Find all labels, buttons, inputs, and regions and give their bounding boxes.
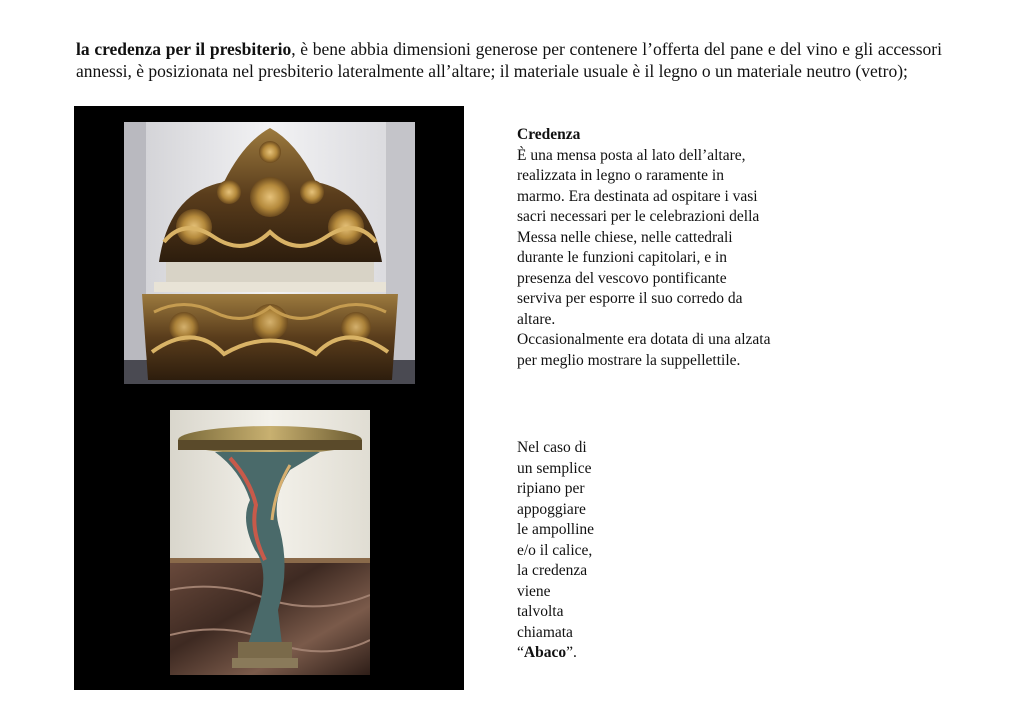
abaco-last-line [517, 643, 627, 664]
abaco-line: Nel caso di [517, 439, 587, 456]
abaco-description [517, 438, 627, 664]
credenza-line: presenza del vescovo pontificante [517, 269, 727, 287]
abaco-line: un semplice [517, 459, 592, 477]
intro-text: , è bene abbia dimensioni generose per contenere l’offerta del pane e del vino e gli accessori annessi, è posizionata nel presbiterio lateralmente all’altare; il materiale usuale è il legno o un materiale neutro (vetro); [76, 39, 942, 81]
abaco-line: ripiano per [517, 480, 585, 497]
abaco-line: le ampolline [517, 521, 595, 538]
credenza-line: È una mensa posta al lato dell’altare, [517, 146, 746, 164]
credenza-line: Occasionalmente era dotata di una alzata [517, 331, 771, 348]
intro-bold-term: la credenza per il presbiterio [76, 39, 292, 59]
abaco-open-quote: “ [517, 644, 524, 661]
abaco-line: talvolta [517, 603, 564, 620]
credenza-line: serviva per esporre il suo corredo da [517, 290, 743, 307]
ornate-credenza-illustration [124, 122, 415, 384]
credenza-line: per meglio mostrare la suppellettile. [517, 351, 741, 369]
credenza-title: Credenza [517, 126, 581, 143]
abaco-term: Abaco [523, 644, 567, 661]
credenza-line: Messa nelle chiese, nelle cattedrali [517, 228, 733, 246]
credenza-line: marmo. Era destinata ad ospitare i vasi [517, 187, 758, 205]
credenza-description [517, 125, 817, 371]
abaco-line: viene [517, 582, 551, 600]
ornate-credenza-photo [124, 122, 415, 384]
abaco-line: chiamata [517, 623, 573, 641]
credenza-line: sacri necessari per le celebrazioni della [517, 208, 760, 225]
abaco-line: la credenza [517, 562, 588, 579]
abaco-close-quote: ”. [566, 644, 577, 661]
abaco-line: e/o il calice, [517, 541, 593, 559]
photo-panel [74, 106, 464, 690]
console-table-illustration [170, 410, 370, 675]
credenza-line: realizzata in legno o raramente in [517, 167, 724, 184]
abaco-line: appoggiare [517, 500, 586, 518]
intro-paragraph [76, 38, 942, 82]
credenza-line: durante le funzioni capitolari, e in [517, 249, 728, 266]
credenza-line: altare. [517, 310, 556, 328]
wall-console-table-photo [170, 410, 370, 675]
